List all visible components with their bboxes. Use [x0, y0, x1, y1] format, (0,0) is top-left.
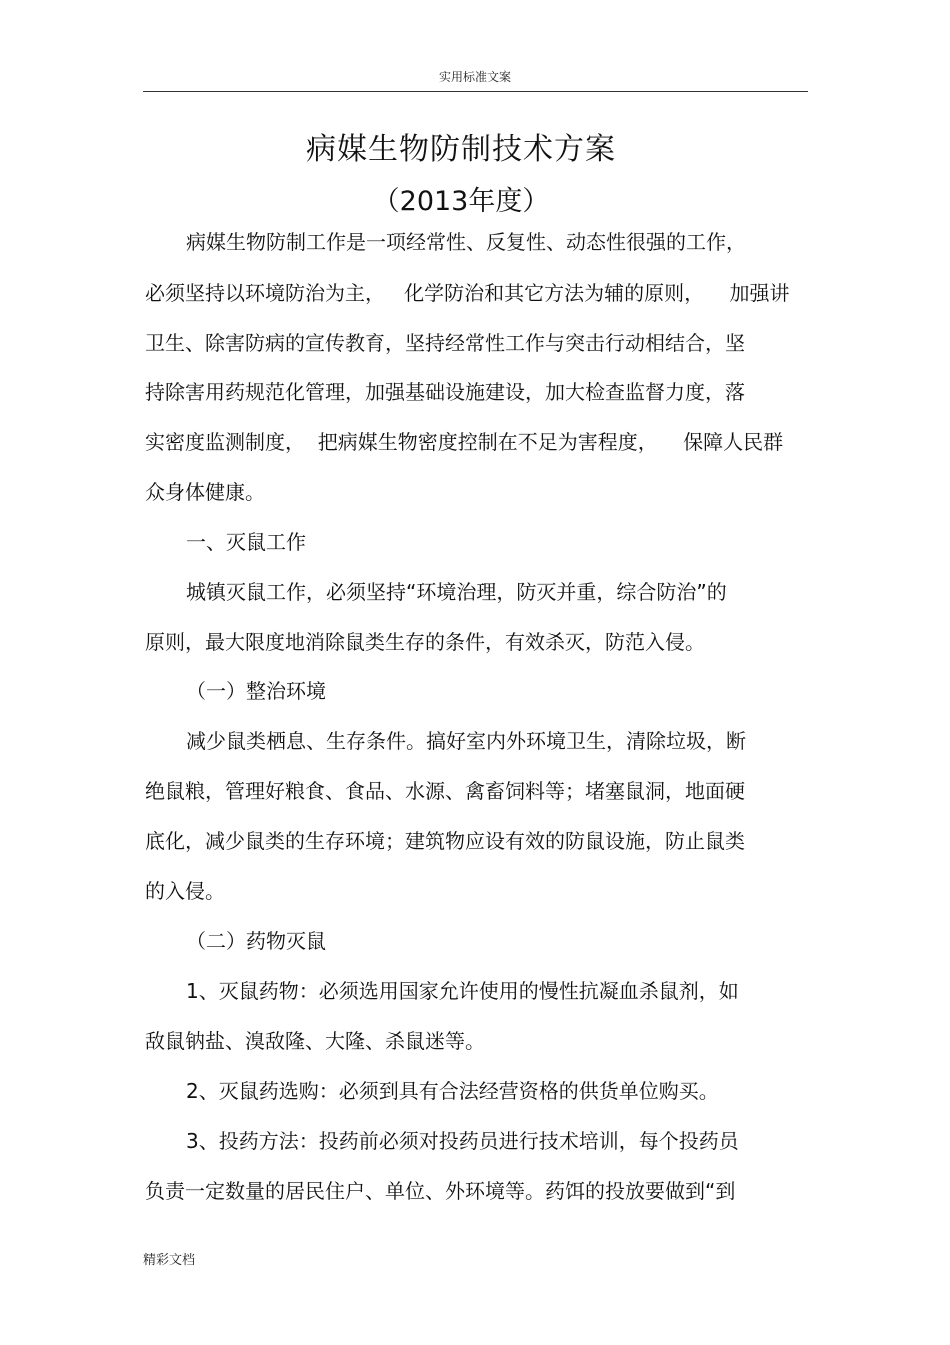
body-line: 持除害用药规范化管理，加强基础设施建设，加大检查监督力度，落	[145, 380, 745, 404]
body-line: 负责一定数量的居民住户、单位、外环境等。药饵的投放要做到“到	[145, 1179, 736, 1203]
body-line: 城镇灭鼠工作，必须坚持“环境治理，防灭并重，综合防治”的	[186, 580, 727, 604]
body-line: 原则，最大限度地消除鼠类生存的条件，有效杀灭，防范入侵。	[145, 630, 705, 654]
body-line: 病媒生物防制工作是一项经常性、反复性、动态性很强的工作，	[186, 230, 746, 254]
body-line: 底化，减少鼠类的生存环境；建筑物应设有效的防鼠设施，防止鼠类	[145, 829, 745, 853]
body-line: 众身体健康。	[145, 480, 265, 504]
header-divider	[143, 91, 808, 92]
body-line: 减少鼠类栖息、生存条件。搞好室内外环境卫生，清除垃圾，断	[186, 729, 746, 753]
body-line: 实密度监测制度， 把病媒生物密度控制在不足为害程度， 保障人民群	[145, 430, 784, 454]
page-header: 实用标准文案	[438, 70, 511, 84]
body-line: 3、投药方法：投药前必须对投药员进行技术培训，每个投药员	[186, 1129, 739, 1153]
body-line: 必须坚持以环境防治为主， 化学防治和其它方法为辅的原则， 加强讲	[145, 281, 790, 305]
page-footer: 精彩文档	[143, 1253, 196, 1268]
document-title: 病媒生物防制技术方案	[306, 132, 616, 167]
section-heading: 一、灭鼠工作	[186, 530, 306, 554]
body-line: 1、灭鼠药物：必须选用国家允许使用的慢性抗凝血杀鼠剂，如	[186, 979, 739, 1003]
body-line: 卫生、除害防病的宣传教育，坚持经常性工作与突击行动相结合，坚	[145, 331, 745, 355]
body-line: 的入侵。	[145, 879, 225, 903]
subsection-heading: （一）整治环境	[186, 679, 326, 703]
subsection-heading: （二）药物灭鼠	[186, 929, 326, 953]
body-line: 2、灭鼠药选购：必须到具有合法经营资格的供货单位购买。	[186, 1079, 719, 1103]
body-line: 敌鼠钠盐、溴敌隆、大隆、杀鼠迷等。	[145, 1029, 485, 1053]
document-subtitle: （2013年度）	[372, 186, 550, 217]
body-line: 绝鼠粮，管理好粮食、食品、水源、禽畜饲料等；堵塞鼠洞，地面硬	[145, 779, 745, 803]
